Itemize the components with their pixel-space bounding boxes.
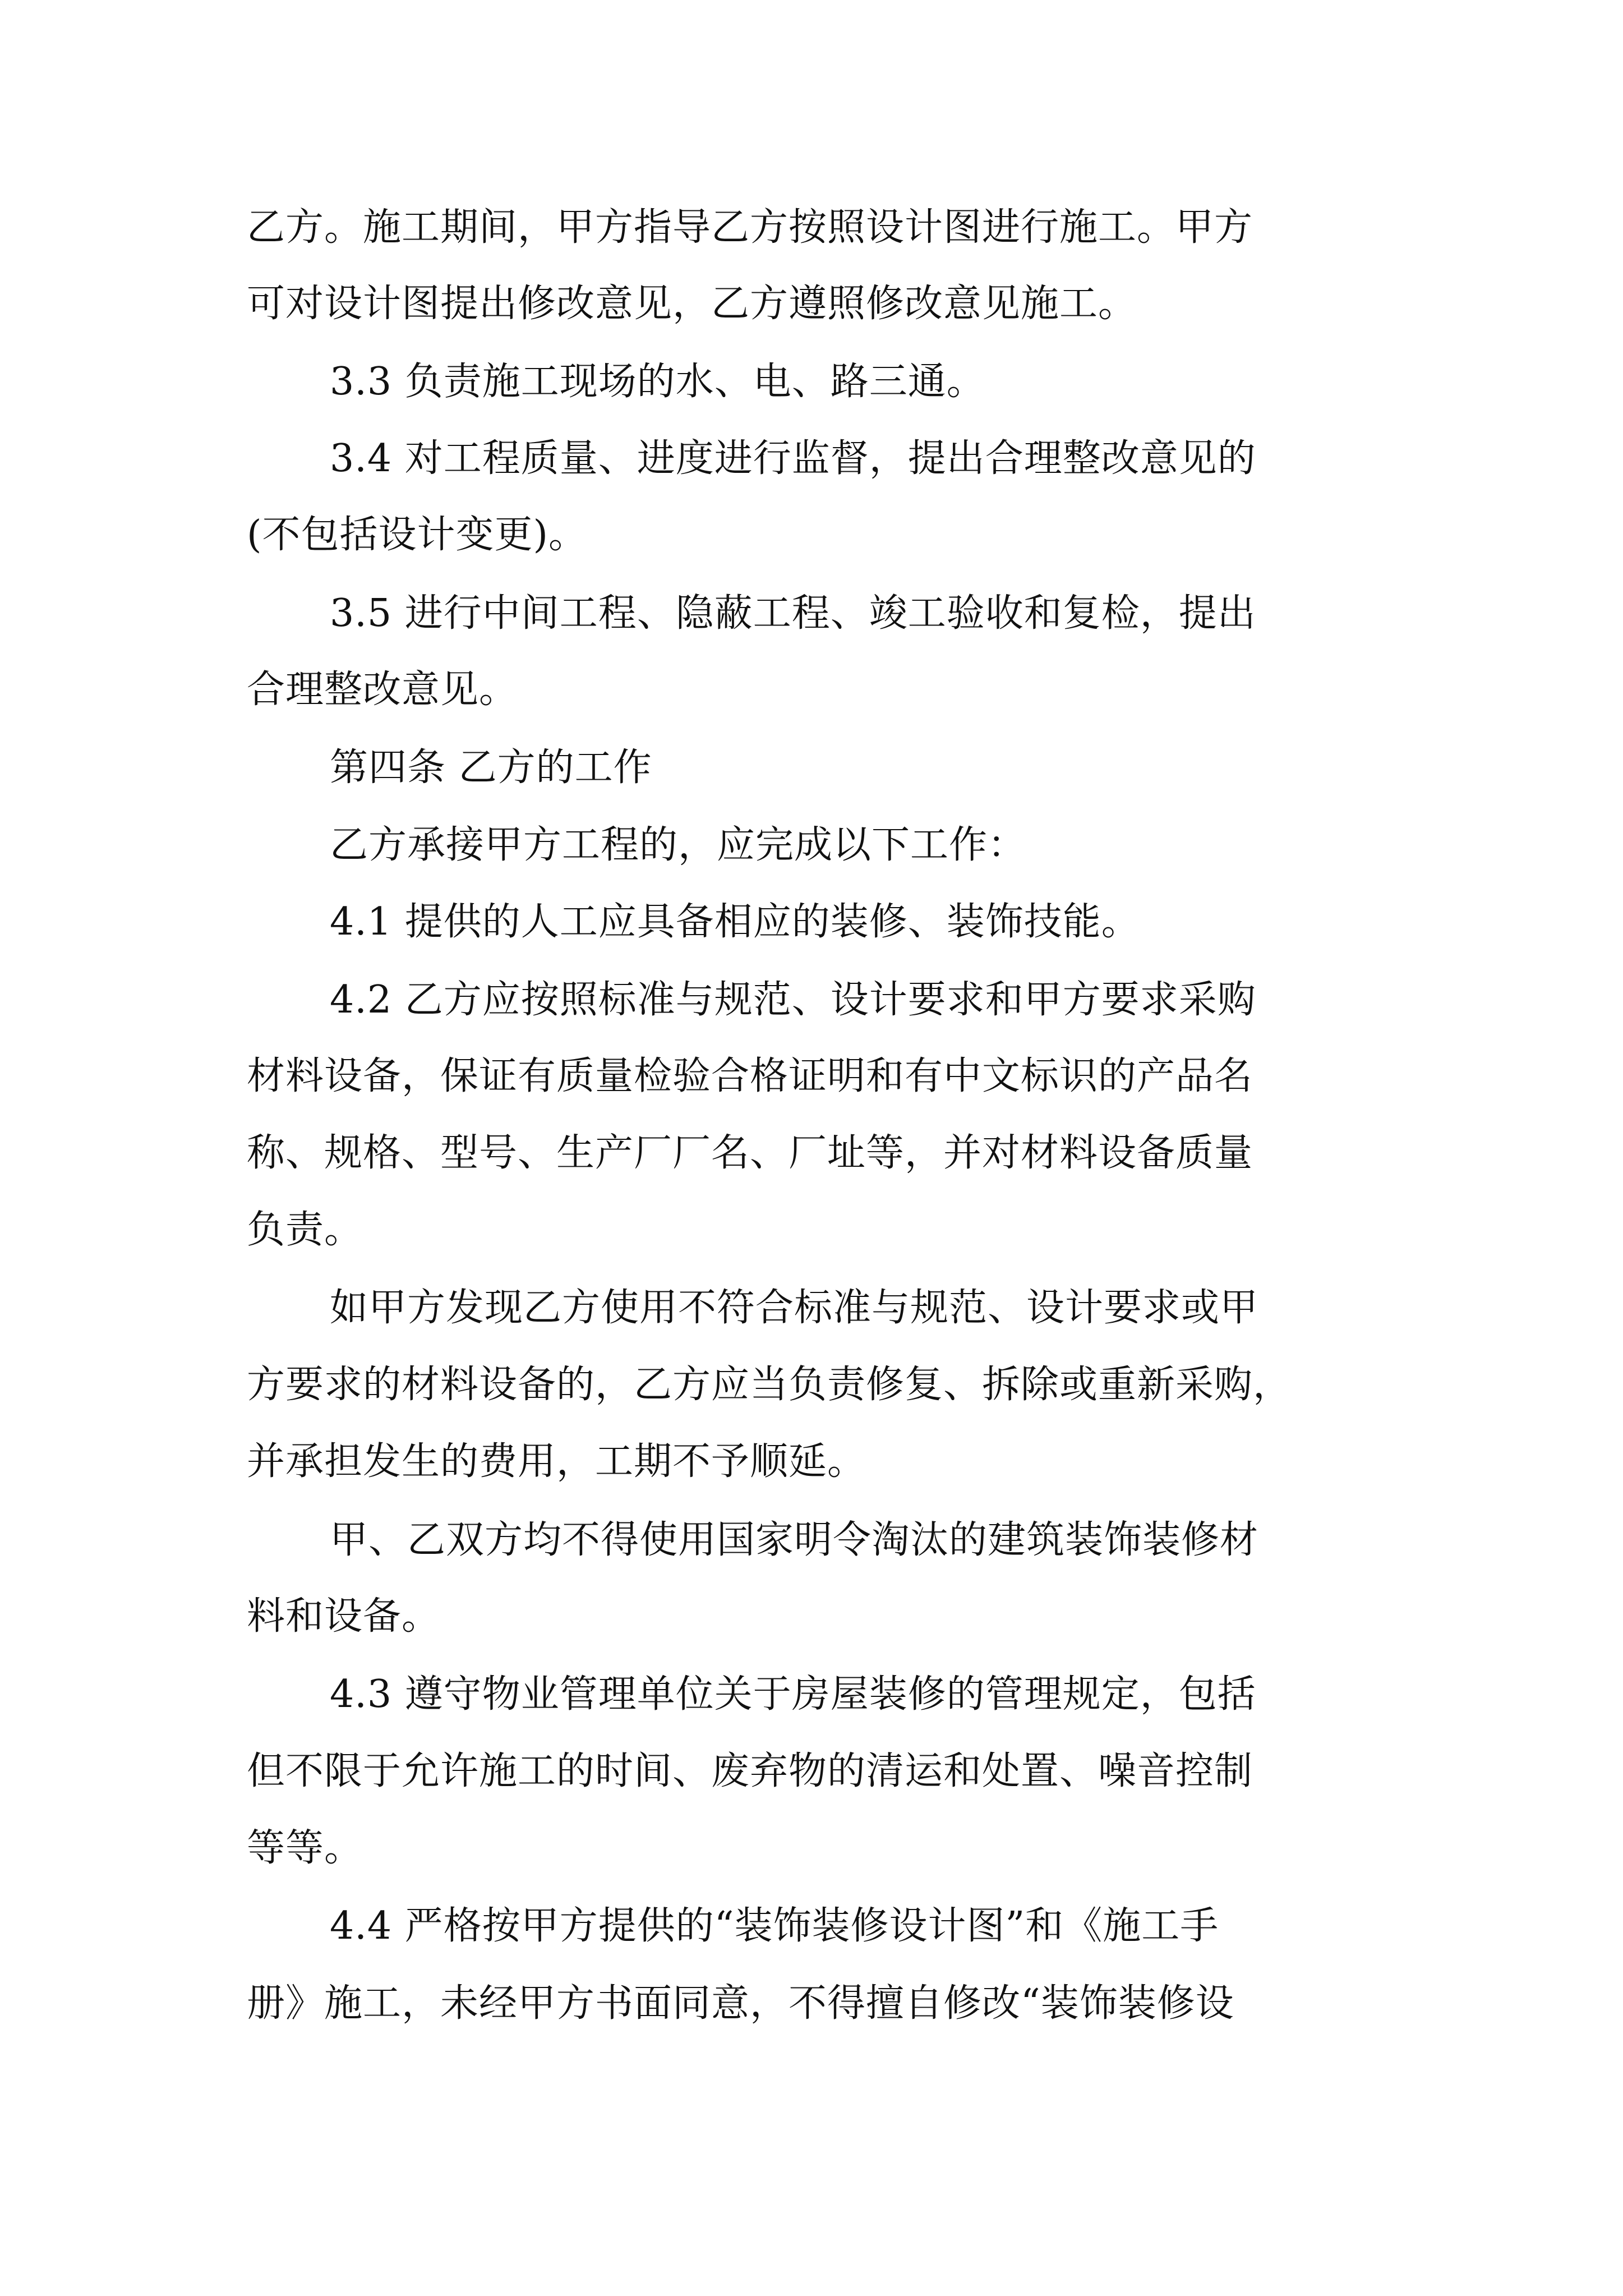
text-line: 甲、乙双方均不得使用国家明令淘汰的建筑装饰装修材 (330, 1518, 1259, 1562)
text-line: 3.5 进行中间工程、隐蔽工程、竣工验收和复检，提出 (330, 591, 1256, 636)
text-line: 3.3 负责施工现场的水、电、路三通。 (330, 360, 985, 404)
text-line: 方要求的材料设备的，乙方应当负责修复、拆除或重新采购， (247, 1363, 1292, 1407)
text-line: 称、规格、型号、生产厂厂名、厂址等，并对材料设备质量 (247, 1131, 1253, 1175)
text-line: 4.4 严格按甲方提供的“装饰装修设计图”和《施工手 (330, 1904, 1219, 1948)
text-line: 4.3 遵守物业管理单位关于房屋装修的管理规定，包括 (330, 1672, 1256, 1717)
section-heading: 第四条 乙方的工作 (330, 746, 652, 790)
text-line: 4.1 提供的人工应具备相应的装修、装饰技能。 (330, 900, 1140, 944)
text-line: 乙方承接甲方工程的，应完成以下工作： (330, 823, 1027, 867)
text-line: 4.2 乙方应按照标准与规范、设计要求和甲方要求采购 (330, 978, 1256, 1022)
text-line: 料和设备。 (247, 1594, 441, 1639)
text-line: 负责。 (247, 1208, 363, 1252)
text-line: 3.4 对工程质量、进度进行监督，提出合理整改意见的 (330, 436, 1256, 481)
text-line: 但不限于允许施工的时间、废弃物的清运和处置、噪音控制 (247, 1749, 1253, 1793)
text-line: 册》施工，未经甲方书面同意，不得擅自修改“装饰装修设 (247, 1981, 1234, 2026)
text-line: 可对设计图提出修改意见，乙方遵照修改意见施工。 (247, 282, 1137, 326)
text-line: (不包括设计变更)。 (247, 513, 588, 557)
text-line: 乙方。施工期间，甲方指导乙方按照设计图进行施工。甲方 (247, 205, 1253, 250)
text-line: 并承担发生的费用，工期不予顺延。 (247, 1439, 866, 1484)
text-line: 材料设备，保证有质量检验合格证明和有中文标识的产品名 (247, 1054, 1253, 1098)
text-line: 如甲方发现乙方使用不符合标准与规范、设计要求或甲 (330, 1286, 1259, 1330)
text-line: 合理整改意见。 (247, 668, 518, 712)
text-line: 等等。 (247, 1826, 363, 1870)
